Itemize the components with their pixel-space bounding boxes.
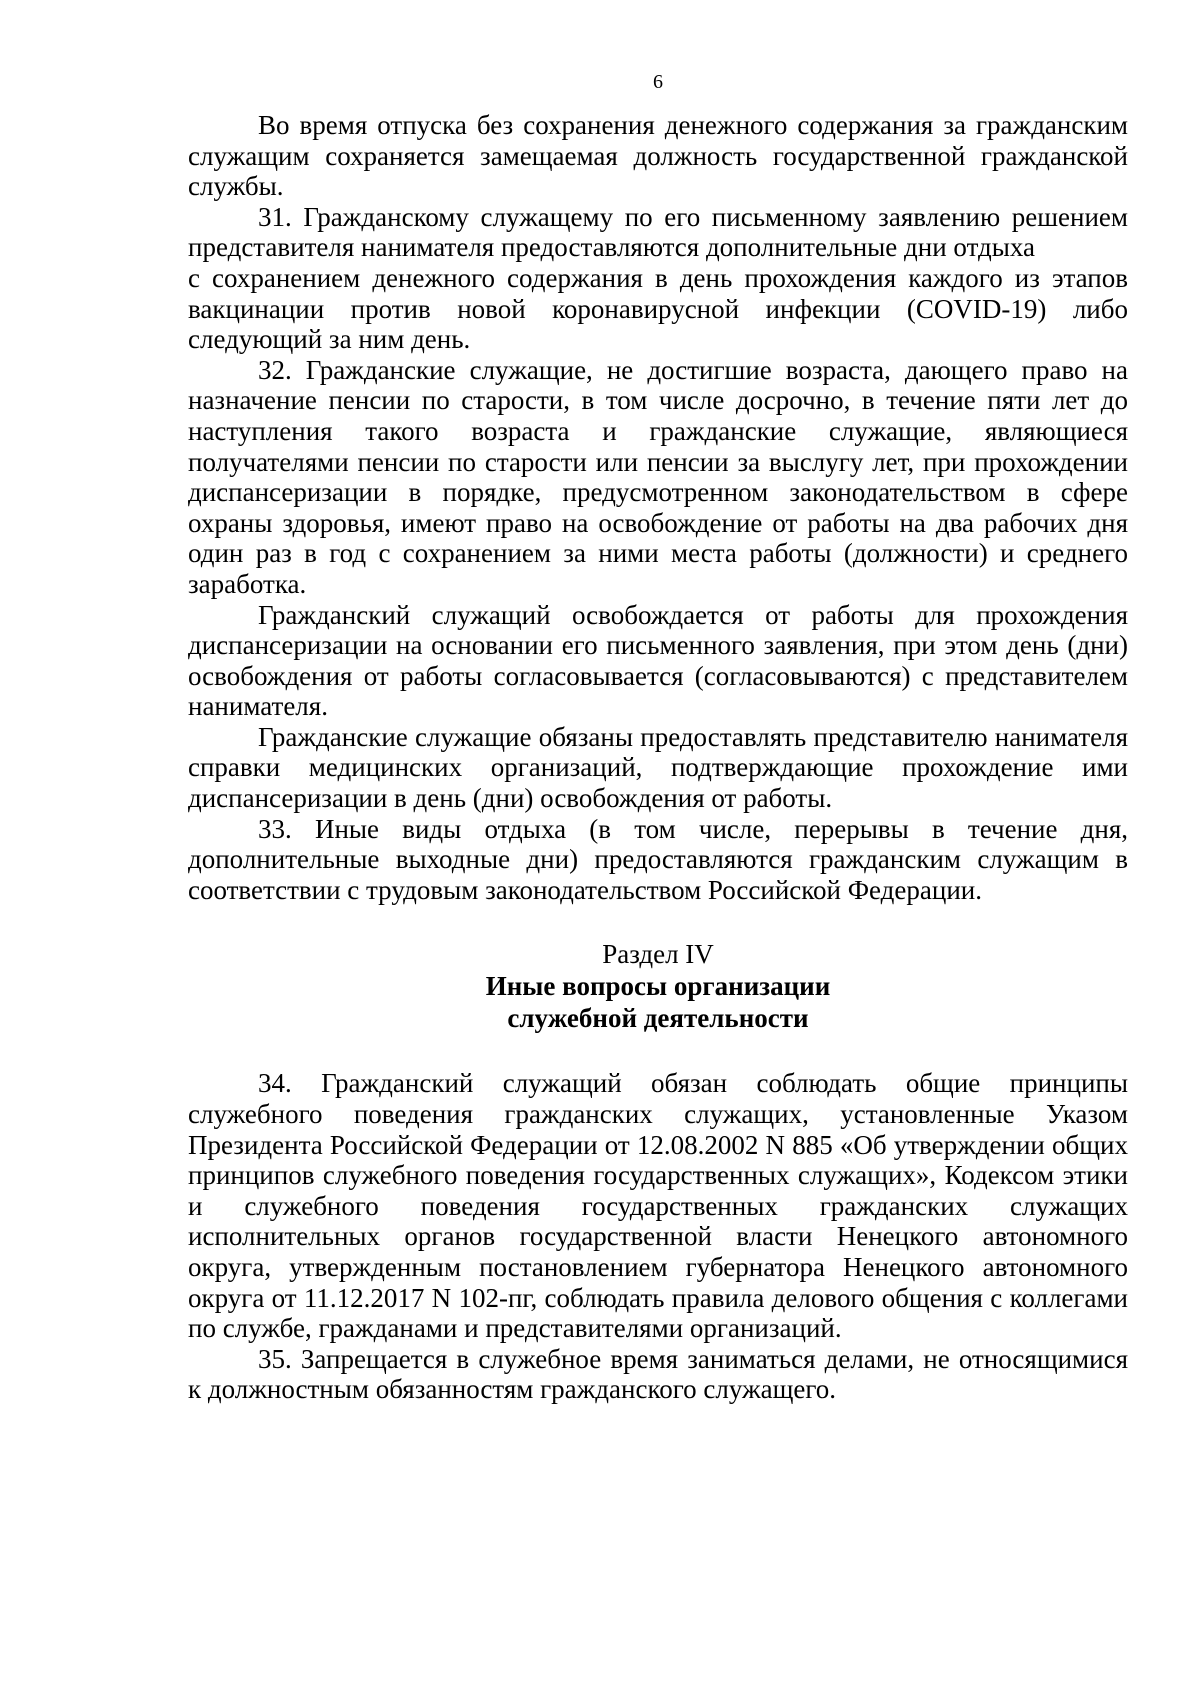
paragraph-33: 33. Иные виды отдыха (в том числе, перерывы в течение дня, дополнительные выходные дни) предоставляются гражданским служащим в соответствии с трудовым законодательством Российской Федерации.: [188, 813, 1128, 905]
paragraph-31: 31. Гражданскому служащему по его письменному заявлению решением представителя нанимателя предоставляются дополнительные дни отдыха: [188, 201, 1128, 263]
section-title-line-2: служебной деятельности: [507, 1003, 809, 1034]
paragraph-34: 34. Гражданский служащий обязан соблюдать общие принципы служебного поведения гражданских служащих, установленные Указом Президента Российской Федерации от 12.08.2002 N 885 «Об утверждении общих принципов служебного поведения государственных служащих», Кодексом этики и служебного поведения государственных гражданских служащих исполнительных органов государственной власти Ненецкого автономного округа, утвержденным постановлением губернатора Ненецкого автономного округа от 11.12.2017 N 102-пг, соблюдать правила делового общения с коллегами по службе, гражданами и представителями организаций.: [188, 1068, 1128, 1344]
section-label: Раздел IV: [602, 939, 714, 970]
section-title-line-1: Иные вопросы организации: [485, 971, 831, 1002]
document-page: [188, 70, 1128, 1405]
paragraph-medical-certificates: Гражданские служащие обязаны предоставлять представителю нанимателя справки медицинских организаций, подтверждающие прохождение ими диспансеризации в день (дни) освобождения от работы.: [188, 721, 1128, 814]
paragraph-35: 35. Запрещается в служебное время заниматься делами, не относящимися к должностным обязанностям гражданского служащего.: [188, 1343, 1128, 1405]
paragraph-dispensary-release: Гражданский служащий освобождается от работы для прохождения диспансеризации на основании его письменного заявления, при этом день (дни) освобождения от работы согласовывается (согласовываются) с представителем нанимателя.: [188, 599, 1128, 722]
paragraph-31-continued: с сохранением денежного содержания в день прохождения каждого из этапов вакцинации против новой коронавирусной инфекции (COVID-19) либо следующий за ним день.: [188, 262, 1128, 355]
paragraph-unpaid-leave: Во время отпуска без сохранения денежного содержания за гражданским служащим сохраняется замещаемая должность государственной гражданской службы.: [188, 110, 1128, 202]
paragraph-32: 32. Гражданские служащие, не достигшие возраста, дающего право на назначение пенсии по старости, в том числе досрочно, в течение пяти лет до наступления такого возраста и гражданские служащие, являющиеся получателями пенсии по старости или пенсии за выслугу лет, при прохождении диспансеризации в порядке, предусмотренном законодательством в сфере охраны здоровья, имеют право на освобождение от работы на два рабочих дня один раз в год с сохранением за ними места работы (должности) и среднего заработка.: [188, 354, 1128, 599]
page-number: 6: [653, 71, 663, 93]
section-heading: [188, 938, 1128, 1034]
